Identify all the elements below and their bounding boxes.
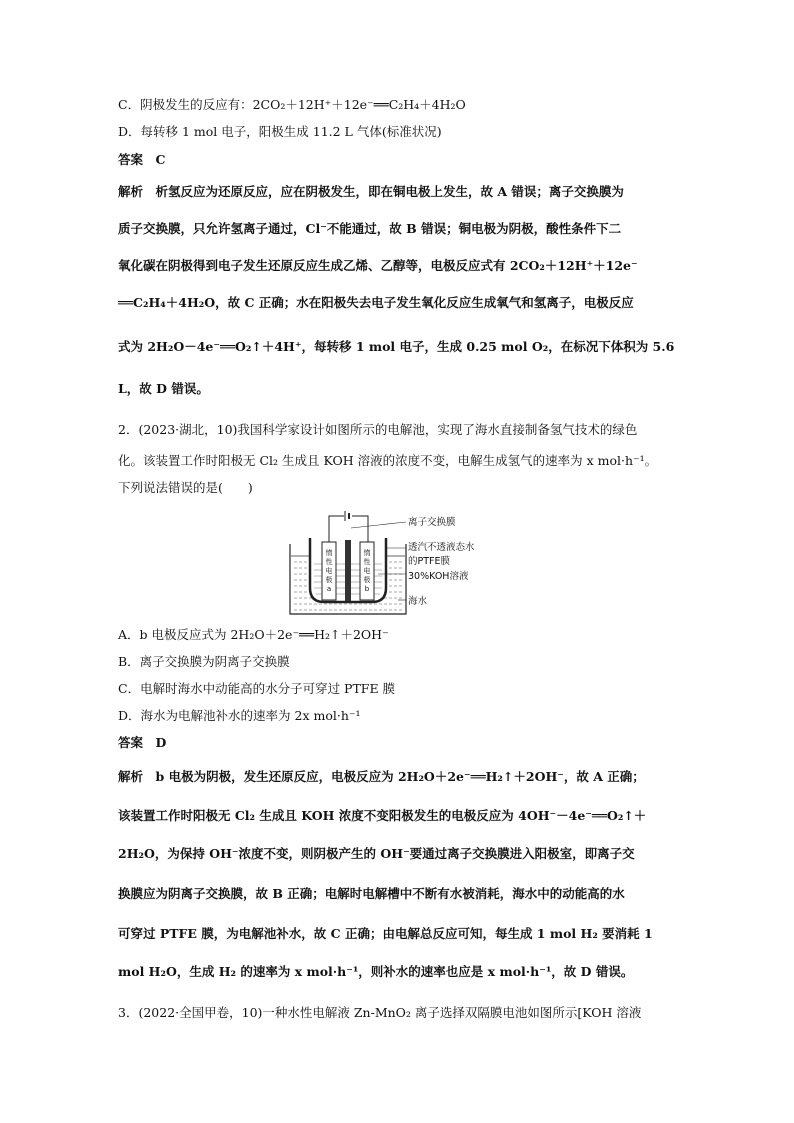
electrode-a-label-2: 性: [325, 558, 333, 566]
line-1: C．阴极发生的反应有：2CO₂＋12H⁺＋12e⁻══C₂H₄＋4H₂O: [118, 97, 466, 112]
analysis-1-line-4: ══C₂H₄＋4H₂O，故 C 正确；水在阳极失去电子发生氧化反应生成氧气和氢离子，电极反应: [118, 295, 634, 310]
analysis-2-line-3: 2H₂O，为保持 OH⁻浓度不变，则阴极产生的 OH⁻要通过离子交换膜进入阳极室，即离子交: [118, 846, 635, 861]
question-3-line-1: 3．(2022·全国甲卷，10)一种水性电解液 Zn-MnO₂ 离子选择双隔膜电池如图所示[KOH 溶液: [118, 1005, 642, 1020]
label-koh-solution: 30%KOH溶液: [408, 571, 469, 582]
answer-2: 答案 D: [118, 735, 167, 750]
analysis-1-line-5: 式为 2H₂O－4e⁻══O₂↑＋4H⁺，每转移 1 mol 电子，生成 0.25 mol O₂，在标况下体积为 5.6: [118, 339, 675, 354]
option-b: B．离子交换膜为阴离子交换膜: [118, 654, 290, 669]
option-a: A．b 电极反应式为 2H₂O＋2e⁻══H₂↑＋2OH⁻: [118, 627, 389, 642]
analysis-1-line-2: 质子交换膜，只允许氢离子通过，Cl⁻不能通过，故 B 错误；铜电极为阴极，酸性条件下二: [118, 221, 622, 236]
analysis-2-line-1: 解析 b 电极为阴极，发生还原反应，电极反应为 2H₂O＋2e⁻══H₂↑＋2OH⁻，故 A 正确；: [118, 769, 645, 784]
electrode-a-label-1: 惰: [325, 549, 333, 557]
label-ptfe-line-2: 的PTFE膜: [408, 556, 450, 567]
electrode-a-label-3: 电: [325, 567, 333, 575]
option-c: C．电解时海水中动能高的水分子可穿过 PTFE 膜: [118, 681, 396, 696]
question-2-line-1: 2．(2023·湖北，10)我国科学家设计如图所示的电解池，实现了海水直接制备氢气技术的绿色: [118, 422, 638, 437]
analysis-1-line-3: 氧化碳在阴极得到电子发生还原反应生成乙烯、乙醇等，电极反应式有 2CO₂＋12H⁺＋12e⁻: [118, 258, 638, 273]
label-ptfe-line-1: 透汽不透液态水: [408, 542, 475, 553]
ion-exchange-membrane: [345, 540, 351, 601]
analysis-2-line-6: mol H₂O，生成 H₂ 的速率为 x mol·h⁻¹，则补水的速率也应是 x mol·h⁻¹，故 D 错误。: [118, 964, 634, 979]
option-d: D．海水为电解池补水的速率为 2x mol·h⁻¹: [118, 708, 361, 723]
analysis-2-line-2: 该装置工作时阳极无 Cl₂ 生成且 KOH 浓度不变阳极发生的电极反应为 4OH⁻－4e⁻══O₂↑＋: [118, 808, 647, 823]
electrolysis-cell-diagram: [288, 508, 508, 620]
electrode-b-label-3: 电: [363, 567, 371, 575]
question-2-line-3: 下列说法错误的是( ): [118, 480, 253, 495]
electrode-b-label-1: 惰: [363, 549, 371, 557]
electrode-a-label-5: a: [326, 585, 332, 593]
analysis-2-line-4: 换膜应为阴离子交换膜，故 B 正确；电解时电解槽中不断有水被消耗，海水中的动能高的水: [118, 886, 625, 901]
electrode-a-label-4: 极: [325, 576, 333, 584]
analysis-2-line-5: 可穿过 PTFE 膜，为电解池补水，故 C 正确；由电解总反应可知，每生成 1 mol H₂ 要消耗 1: [118, 926, 653, 941]
electrode-b-label-4: 极: [363, 576, 371, 584]
label-seawater: 海水: [408, 596, 428, 607]
electrode-b-label-2: 性: [363, 558, 371, 566]
analysis-1-line-1: 解析 析氢反应为还原反应，应在阴极发生，即在铜电极上发生，故 A 错误；离子交换膜为: [118, 184, 624, 199]
question-2-line-2: 化。该装置工作时阳极无 Cl₂ 生成且 KOH 溶液的浓度不变，电解生成氢气的速率为 x mol·h⁻¹。: [118, 453, 658, 468]
answer-1: 答案 C: [118, 152, 166, 167]
analysis-1-line-6: L，故 D 错误。: [118, 381, 209, 396]
label-ion-exchange-membrane: 离子交换膜: [408, 517, 456, 528]
line-2: D．每转移 1 mol 电子，阳极生成 11.2 L 气体(标准状况): [118, 124, 442, 139]
electrode-b-label-5: b: [364, 585, 370, 593]
